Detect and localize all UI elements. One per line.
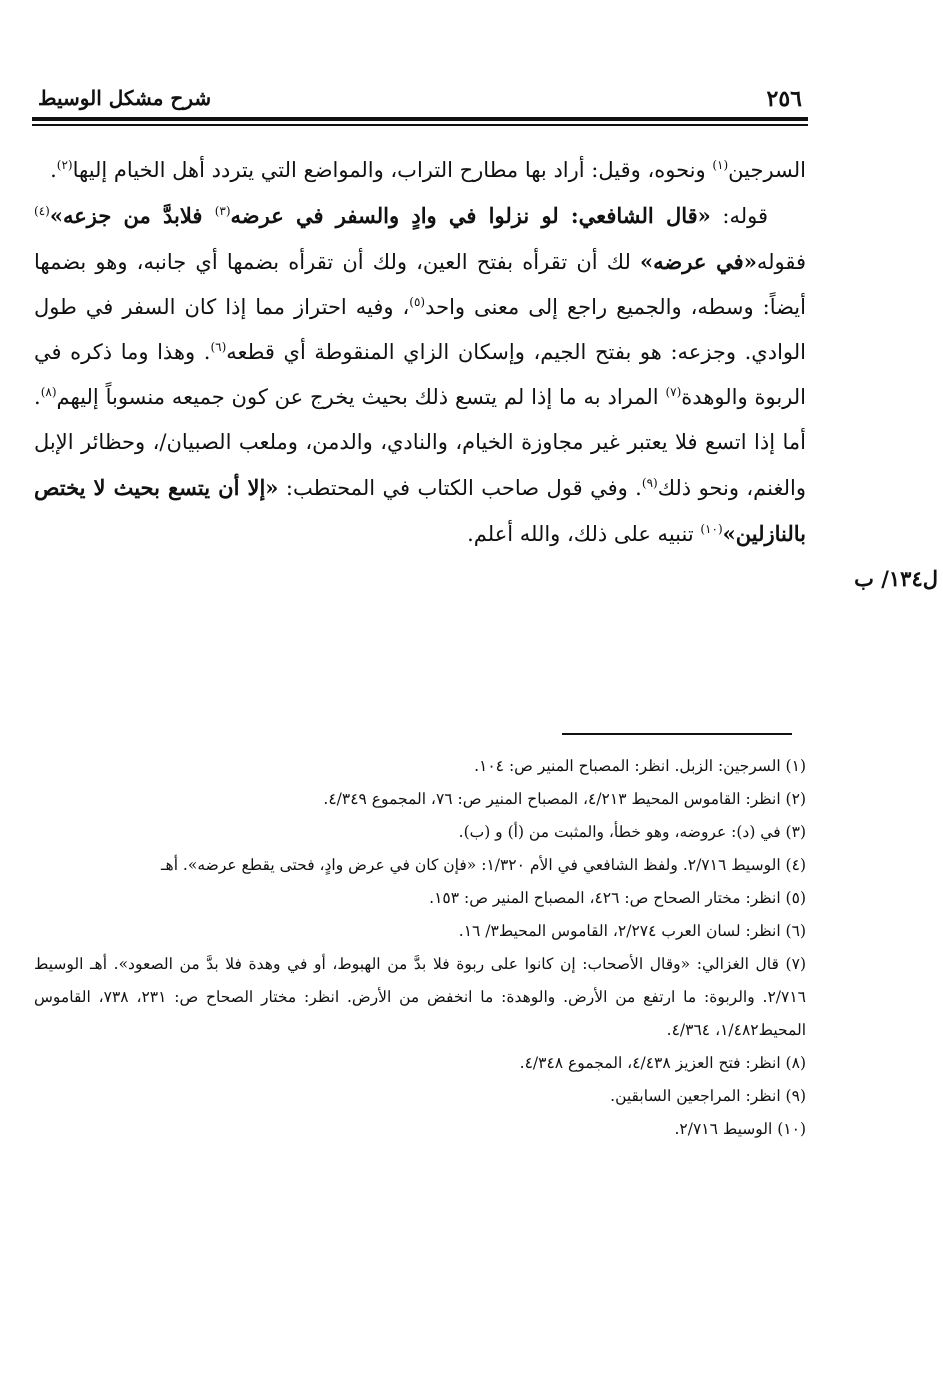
- footnote-ref-5: (٥): [409, 295, 426, 309]
- quote-shafii: «قال الشافعي: لو نزلوا في وادٍ والسفر في عرضه: [230, 203, 711, 228]
- text-run: ونحوه، وقيل: أراد بها مطارح التراب، والمواضع التي يتردد أهل الخيام إليها: [72, 158, 713, 182]
- footnote-7: (٧) قال الغزالي: «وقال الأصحاب: إن كانوا على ربوة فلا بدَّ من الهبوط، أو في وهدة فلا بدَّ من الصعود». أهـ الوسيط ٢/٧١٦. والربوة: ما ارتفع من الأرض. والوهدة: ما انخفض من الأرض. انظر: مختار الصحاح ص: ٢٣١، ٧٣٨، القاموس المحيط١/٤٨٢، ٤/٣٦٤.: [34, 955, 806, 1039]
- running-title: شرح مشكل الوسيط: [38, 86, 212, 110]
- text-run: قوله:: [710, 204, 769, 228]
- paragraph-1: [34, 148, 806, 193]
- header-rule-thin: [32, 124, 808, 126]
- footnote-ref-7: (٧): [665, 385, 682, 399]
- footnote-10: (١٠) الوسيط ٢/٧١٦.: [674, 1120, 806, 1138]
- text-run: . وفي قول صاحب الكتاب في المحتطب:: [278, 476, 642, 500]
- text-run: السرجين: [728, 158, 806, 182]
- footnote-ref-1: (١): [712, 158, 729, 172]
- text-run: لك أن تقرأه بفتح العين، ولك أن تقرأه بضمها أي جانبه، وهو بضمها أيضاً: وسطه، والجميع راجع إلى معنى واحد: [34, 250, 806, 319]
- text-run: . وهذا وما ذكره في الربوة والوهدة: [34, 340, 806, 409]
- footnote-8: (٨) انظر: فتح العزيز ٤/٤٣٨، المجموع ٤/٣٤٨.: [519, 1054, 806, 1072]
- footnote-ref-8: (٨): [40, 385, 57, 399]
- paragraph-2: [34, 193, 806, 557]
- footnote-separator: [562, 733, 792, 735]
- page-header: [32, 80, 808, 116]
- quote-muhtatab: «إلا أن يتسع بحيث لا يختص بالنازلين»: [34, 475, 806, 546]
- text-run: ، وفيه احتراز مما إذا كان السفر في طول الوادي. وجزعه: هو بفتح الجيم، وإسكان الزاي المنقوطة أي قطعه: [34, 295, 807, 364]
- footnote-ref-9: (٩): [641, 476, 658, 490]
- quote-fi-ardihi: «في عرضه»: [640, 249, 757, 274]
- text-run: فقوله: [756, 250, 806, 274]
- footnotes: [34, 750, 806, 1146]
- footnote-ref-6: (٦): [210, 340, 227, 354]
- footnote-9: (٩) انظر: المراجعين السابقين.: [610, 1087, 806, 1105]
- footnote-4: (٤) الوسيط ٢/٧١٦. ولفظ الشافعي في الأم ١/٣٢٠: «فإن كان في عرض وادٍ، فحتى يقطع عرضه». أهـ: [160, 856, 806, 874]
- text-run: . أما إذا اتسع فلا يعتبر غير مجاوزة الخيام، والنادي، والدمن، وملعب الصبيان/، وحظائر الإبل والغنم، ونحو ذلك: [34, 385, 807, 500]
- footnote-6: (٦) انظر: لسان العرب ٢/٢٧٤، القاموس المحيط٣/ ١٦.: [458, 922, 806, 940]
- footnote-5: (٥) انظر: مختار الصحاح ص: ٤٢٦، المصباح المنير ص: ١٥٣.: [429, 889, 806, 907]
- footnote-3: (٣) في (د): عروضه، وهو خطأ، والمثبت من (أ) و (ب).: [458, 823, 806, 841]
- text-run: .: [50, 158, 57, 182]
- page-number: ٢٥٦: [766, 86, 802, 112]
- footnote-1: (١) السرجين: الزبل. انظر: المصباح المنير ص: ١٠٤.: [474, 757, 806, 775]
- footnote-2: (٢) انظر: القاموس المحيط ٤/٢١٣، المصباح المنير ص: ٧٦، المجموع ٤/٣٤٩.: [323, 790, 806, 808]
- main-text: [34, 148, 806, 557]
- footnote-ref-4: (٤): [34, 204, 50, 218]
- text-run: تنبيه على ذلك، والله أعلم.: [467, 522, 701, 546]
- footnote-ref-10: (١٠): [700, 522, 723, 536]
- manuscript-folio-marker: ل١٣٤/ ب: [854, 566, 938, 591]
- footnote-ref-3: (٣): [214, 204, 231, 218]
- header-rule-thick: [32, 117, 808, 121]
- footnote-ref-2: (٢): [56, 158, 73, 172]
- quote-shafii-end: فلابدَّ من جزعه»: [49, 203, 215, 228]
- text-run: المراد به ما إذا لم يتسع ذلك بحيث يخرج عن كون جميعه منسوباً إليهم: [56, 385, 666, 409]
